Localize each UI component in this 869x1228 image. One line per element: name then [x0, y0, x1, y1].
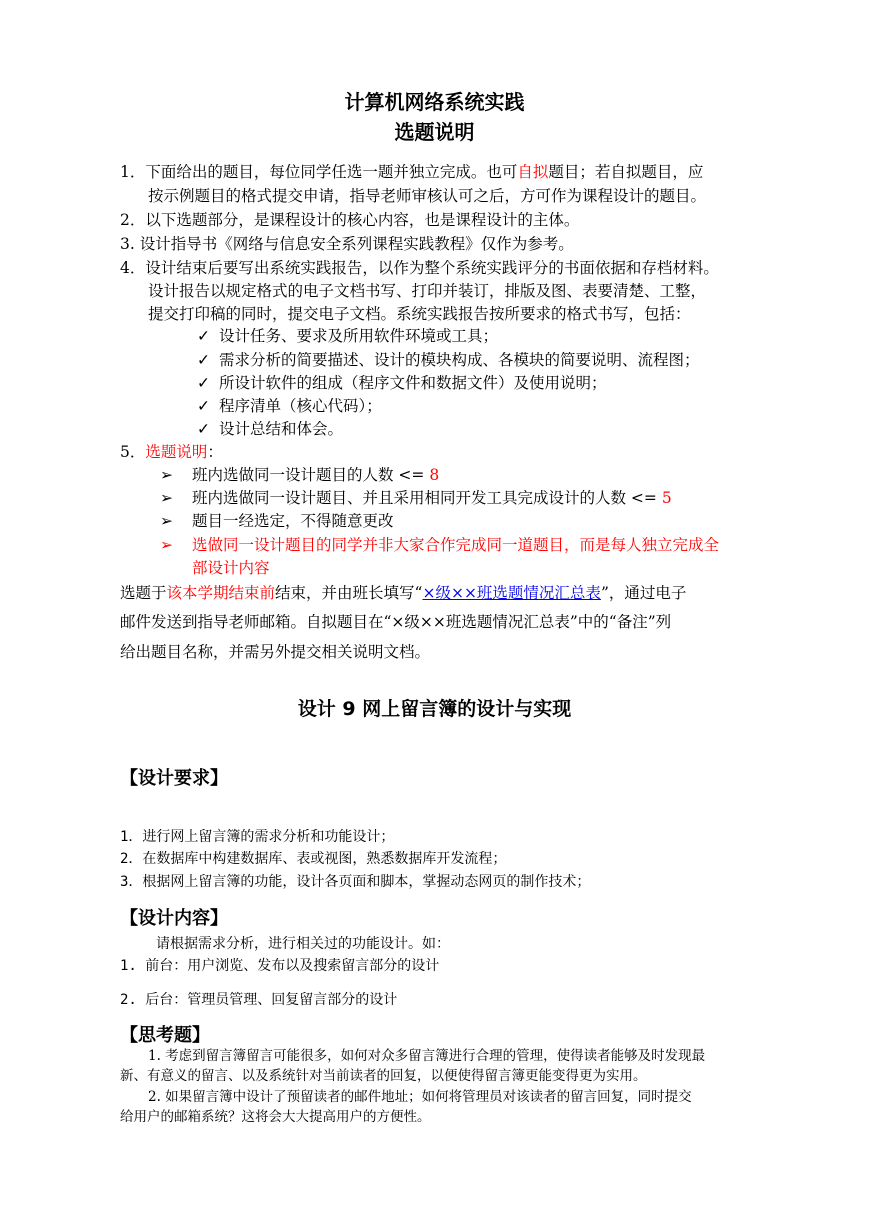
content-heading: 【设计内容】	[120, 908, 228, 929]
question-1-line1: 1. 考虑到留言簿留言可能很多，如何对众多留言簿进行合理的管理，使得读者能够及时发现最	[148, 1048, 706, 1064]
sub-item-4-line2: 部设计内容	[192, 559, 270, 577]
check-item-5	[197, 419, 343, 439]
sub-item-4	[160, 535, 719, 555]
check-item-text: 所设计软件的组成（程序文件和数据文件）及使用说明；	[219, 374, 607, 392]
check-icon: ✓	[197, 327, 210, 345]
item-5-colon: ：	[207, 443, 223, 461]
check-icon: ✓	[197, 374, 210, 392]
closing-line3: 给出题目名称，并需另外提交相关说明文档。	[120, 643, 431, 661]
requirements-heading: 【设计要求】	[120, 768, 228, 789]
page-subtitle: 选题说明	[394, 120, 475, 144]
sub-item-text: 选做同一设计题目的同学并非大家合作完成同一道题目，而是每人独立完成全	[192, 536, 720, 554]
item-1-line2: 按示例题目的格式提交申请，指导老师审核认可之后，方可作为课程设计的题目。	[148, 187, 707, 205]
closing-line1	[120, 582, 686, 604]
check-icon: ✓	[197, 351, 210, 369]
summary-table-link[interactable]: ×级××班选题情况汇总表	[422, 584, 601, 602]
sub-item-text: 班内选做同一设计题目、并且采用相同开发工具完成设计的人数 <=	[192, 489, 662, 507]
check-icon: ✓	[197, 397, 210, 415]
content-item: 1. 前台：用户浏览、发布以及搜索留言部分的设计	[120, 958, 440, 974]
item-1	[120, 162, 703, 182]
requirement-item: 1．进行网上留言簿的需求分析和功能设计；	[120, 829, 395, 845]
arrow-bullet-icon: ➢	[160, 489, 173, 507]
item-2: 2．以下选题部分，是课程设计的核心内容，也是课程设计的主体。	[120, 211, 580, 229]
question-2-line2: 给用户的邮箱系统？这将会大大提高用户的方便性。	[120, 1109, 431, 1125]
sub-item-3	[160, 511, 394, 531]
check-icon: ✓	[197, 420, 210, 438]
closing-line2: 邮件发送到指导老师邮箱。自拟题目在“×级××班选题情况汇总表”中的“备注”列	[120, 613, 672, 631]
requirement-item: 3．根据网上留言簿的功能，设计各页面和脚本，掌握动态网页的制作技术；	[120, 874, 591, 890]
check-item-text: 设计总结和体会。	[219, 420, 344, 438]
item-5-number: 5．	[120, 443, 146, 461]
item-1-text-b: 题目；若自拟题目，应	[548, 163, 704, 181]
check-item-text: 程序清单（核心代码）；	[219, 397, 382, 415]
requirement-item: 2．在数据库中构建数据库、表或视图，熟悉数据库开发流程；	[120, 851, 507, 867]
questions-heading: 【思考题】	[120, 1025, 210, 1046]
check-item-text: 需求分析的简要描述、设计的模块构成、各模块的简要说明、流程图；	[219, 351, 700, 369]
arrow-bullet-icon: ➢	[160, 466, 173, 484]
check-item-4	[197, 396, 382, 416]
question-1-line2: 新、有意义的留言、以及系统针对当前读者的回复，以便使得留言簿更能变得更为实用。	[120, 1068, 647, 1084]
sub-item-2	[160, 488, 672, 508]
closing-text-a: 选题于	[120, 584, 167, 602]
closing-deadline: 该本学期结束前	[166, 584, 276, 602]
design-title: 设计 9 网上留言簿的设计与实现	[297, 698, 572, 720]
check-item-text: 设计任务、要求及所用软件环境或工具；	[219, 327, 499, 345]
item-1-number: 1．	[120, 163, 146, 181]
item-5-label: 选题说明	[145, 443, 208, 461]
sub-item-number: 8	[429, 466, 440, 484]
question-2-line1: 2. 如果留言簿中设计了预留读者的邮件地址；如何将管理员对该读者的留言回复，同时提交	[148, 1089, 692, 1105]
item-4-line2: 设计报告以规定格式的电子文档书写、打印并装订，排版及图、表要清楚、工整，	[148, 282, 707, 300]
item-3: 3. 设计指导书《网络与信息安全系列课程实践教程》仅作为参考。	[120, 235, 574, 253]
sub-item-text: 题目一经选定，不得随意更改	[192, 512, 394, 530]
arrow-bullet-icon: ➢	[160, 536, 173, 554]
sub-item-number: 5	[661, 489, 672, 507]
item-4-line1: 4．设计结束后要写出系统实践报告，以作为整个系统实践评分的书面依据和存档材料。	[120, 259, 719, 277]
arrow-bullet-icon: ➢	[160, 512, 173, 530]
item-1-text-a: 下面给出的题目，每位同学任选一题并独立完成。也可	[145, 163, 518, 181]
sub-item-1	[160, 465, 439, 485]
item-1-highlight: 自拟	[517, 163, 549, 181]
sub-item-text: 班内选做同一设计题目的人数 <=	[192, 466, 430, 484]
check-item-1	[197, 326, 498, 346]
page-title: 计算机网络系统实践	[344, 90, 525, 114]
item-4-line3: 提交打印稿的同时，提交电子文档。系统实践报告按所要求的格式书写，包括：	[148, 305, 691, 323]
check-item-3	[197, 373, 607, 393]
closing-text-b: 结束，并由班长填写“	[275, 584, 423, 602]
content-item: 2. 后台：管理员管理、回复留言部分的设计	[120, 992, 398, 1008]
check-item-2	[197, 350, 700, 370]
item-5	[120, 442, 223, 462]
content-intro: 请根据需求分析，进行相关过的功能设计。如：	[156, 936, 450, 952]
closing-text-c: ”，通过电子	[600, 584, 687, 602]
